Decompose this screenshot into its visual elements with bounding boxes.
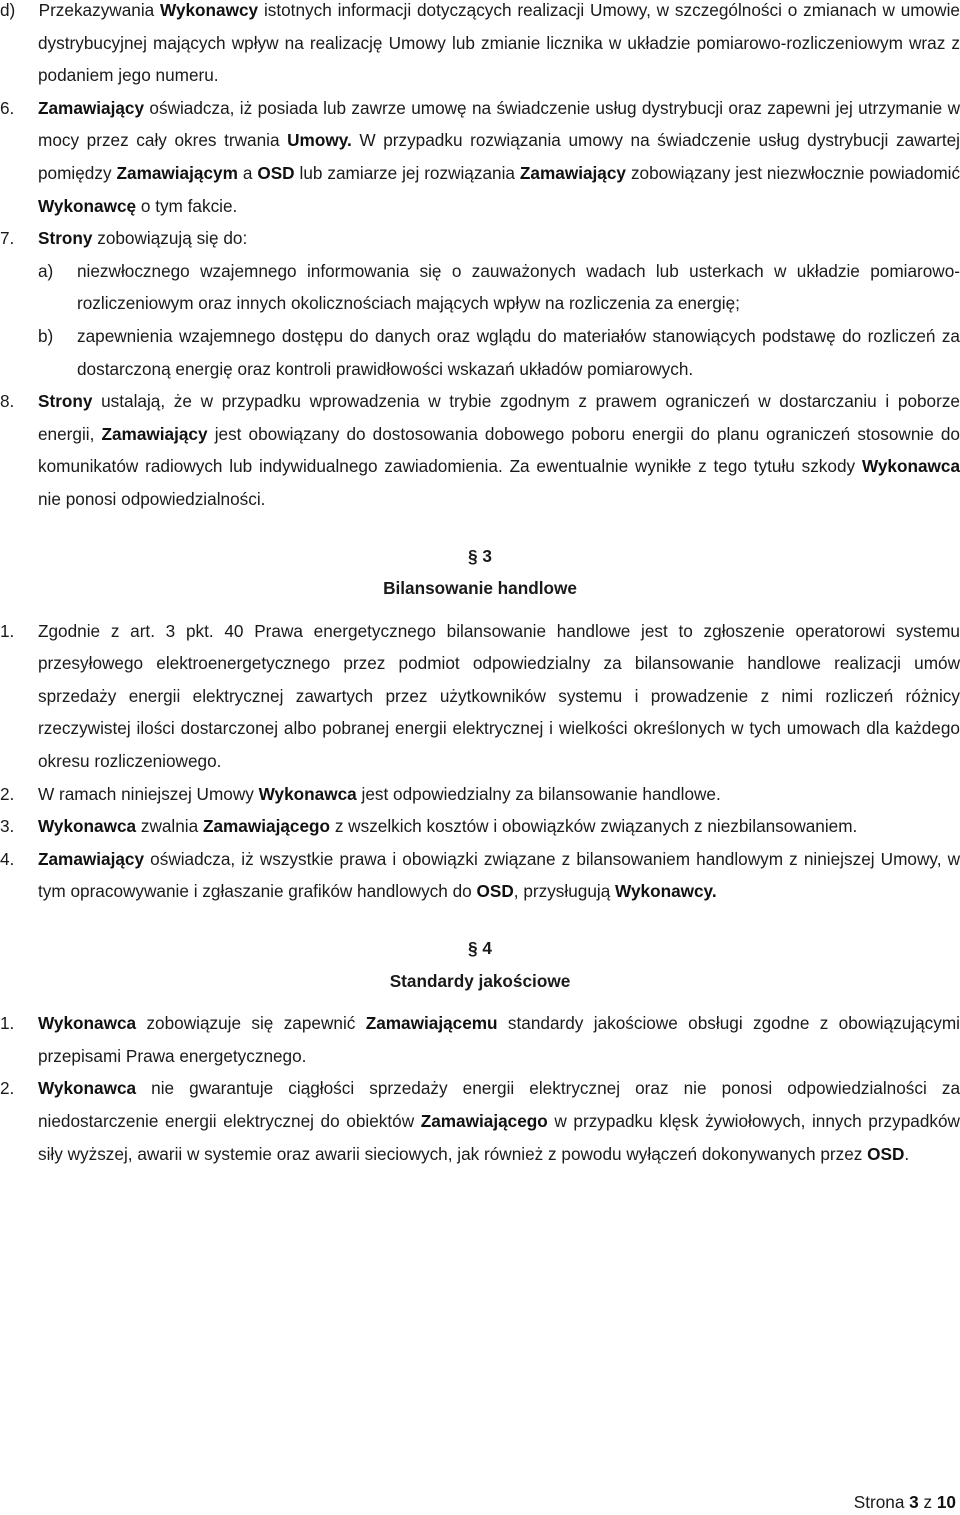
section-3-item-1: 1. Zgodnie z art. 3 pkt. 40 Prawa energetycznego bilansowanie handlowe jest to zgłoszenie operatorowi systemu przesyłowego elektroenergetycznego przez podmiot odpowiedzialny za bilansowanie handlowe realizacji umów sprzedaży energii elektrycznej zawartych przez użytkowników systemu i prowadzenie z nimi rozliczeń różnicy rzeczywistej ilości dostarczonej albo pobranej energii elektrycznej i wielkości określonych w tych umowach dla każdego okresu rozliczeniowego. xyxy=(0,615,960,778)
section-3-number: § 3 xyxy=(468,545,492,566)
section-4-item-1: 1. Wykonawca zobowiązuje się zapewnić Zamawiającemu standardy jakościowe obsługi zgodne z obowiązującymi przepisami Prawa energetycznego. xyxy=(0,1007,960,1072)
paragraph-7-item-b: b) zapewnienia wzajemnego dostępu do danych oraz wglądu do materiałów stanowiących podstawę do rozliczeń za dostarczoną energię oraz kontroli prawidłowości wskazań układów pomiarowych. xyxy=(0,320,960,385)
page-footer xyxy=(854,1490,956,1514)
item-number: 1. xyxy=(0,620,15,641)
current-page-number: 3 xyxy=(909,1492,919,1512)
sub-item-label: b) xyxy=(38,325,54,346)
paragraph-number: 7. xyxy=(0,228,15,249)
paragraph-d-label: d) xyxy=(0,0,16,20)
item-number: 3. xyxy=(0,816,15,837)
paragraph-d: d) Przekazywania Wykonawcy istotnych informacji dotyczących realizacji Umowy, w szczególności o zmianach w umowie dystrybucyjnej mających wpływ na realizację Umowy lub zmianie licznika w układzie pomiarowo-rozliczeniowym wraz z podaniem jego numeru. xyxy=(0,0,960,86)
section-3-item-3: 3. Wykonawca zwalnia Zamawiającego z wszelkich kosztów i obowiązków związanych z niezbilansowaniem. xyxy=(0,810,960,843)
page-label: Strona xyxy=(853,1492,905,1512)
paragraph-6: 6. Zamawiający oświadcza, iż posiada lub zawrze umowę na świadczenie usług dystrybucji oraz zapewni jej utrzymanie w mocy przez cały okres trwania Umowy. W przypadku rozwiązania umowy na świadczenie usług dystrybucji zawartej pomiędzy Zamawiającym a OSD lub zamiarze jej rozwiązania Zamawiający zobowiązany jest niezwłocznie powiadomić Wykonawcę o tym fakcie. xyxy=(0,92,960,222)
paragraph-7-item-a: a) niezwłocznego wzajemnego informowania się o zauważonych wadach lub usterkach w układzie pomiarowo-rozliczeniowym oraz innych okolicznościach mających wpływ na rozliczenia za energię; xyxy=(0,255,960,320)
item-number: 2. xyxy=(0,1078,15,1099)
section-3-title: Bilansowanie handlowe xyxy=(383,578,577,599)
paragraph-7: 7. Strony zobowiązują się do: xyxy=(0,222,960,255)
sub-item-label: a) xyxy=(38,260,54,281)
paragraph-number: 6. xyxy=(0,97,15,118)
section-3-item-2: 2. W ramach niniejszej Umowy Wykonawca jest odpowiedzialny za bilansowanie handlowe. xyxy=(0,778,960,811)
paragraph-number: 8. xyxy=(0,391,15,412)
section-4-title: Standardy jakościowe xyxy=(389,970,571,991)
item-number: 1. xyxy=(0,1013,15,1034)
section-4-number: § 4 xyxy=(468,938,492,959)
page-of-label: z xyxy=(923,1492,933,1512)
total-pages-number: 10 xyxy=(936,1492,956,1512)
item-number: 4. xyxy=(0,848,15,869)
section-4-item-2: 2. Wykonawca nie gwarantuje ciągłości sprzedaży energii elektrycznej oraz nie ponosi odpowiedzialności za niedostarczenie energii elektrycznej do obiektów Zamawiającego w przypadku klęsk żywiołowych, innych przypadków siły wyższej, awarii w systemie oraz awarii sieciowych, jak również z powodu wyłączeń dokonywanych przez OSD. xyxy=(0,1072,960,1170)
paragraph-8: 8. Strony ustalają, że w przypadku wprowadzenia w trybie zgodnym z prawem ograniczeń w dostarczaniu i poborze energii, Zamawiający jest obowiązany do dostosowania dobowego poboru energii do planu ograniczeń stosownie do komunikatów radiowych lub indywidualnego zawiadomienia. Za ewentualnie wynikłe z tego tytułu szkody Wykonawca nie ponosi odpowiedzialności. xyxy=(0,385,960,515)
item-number: 2. xyxy=(0,783,15,804)
section-3-item-4: 4. Zamawiający oświadcza, iż wszystkie prawa i obowiązki związane z bilansowaniem handlowym z niniejszej Umowy, w tym opracowywanie i zgłaszanie grafików handlowych do OSD, przysługują Wykonawcy. xyxy=(0,843,960,908)
